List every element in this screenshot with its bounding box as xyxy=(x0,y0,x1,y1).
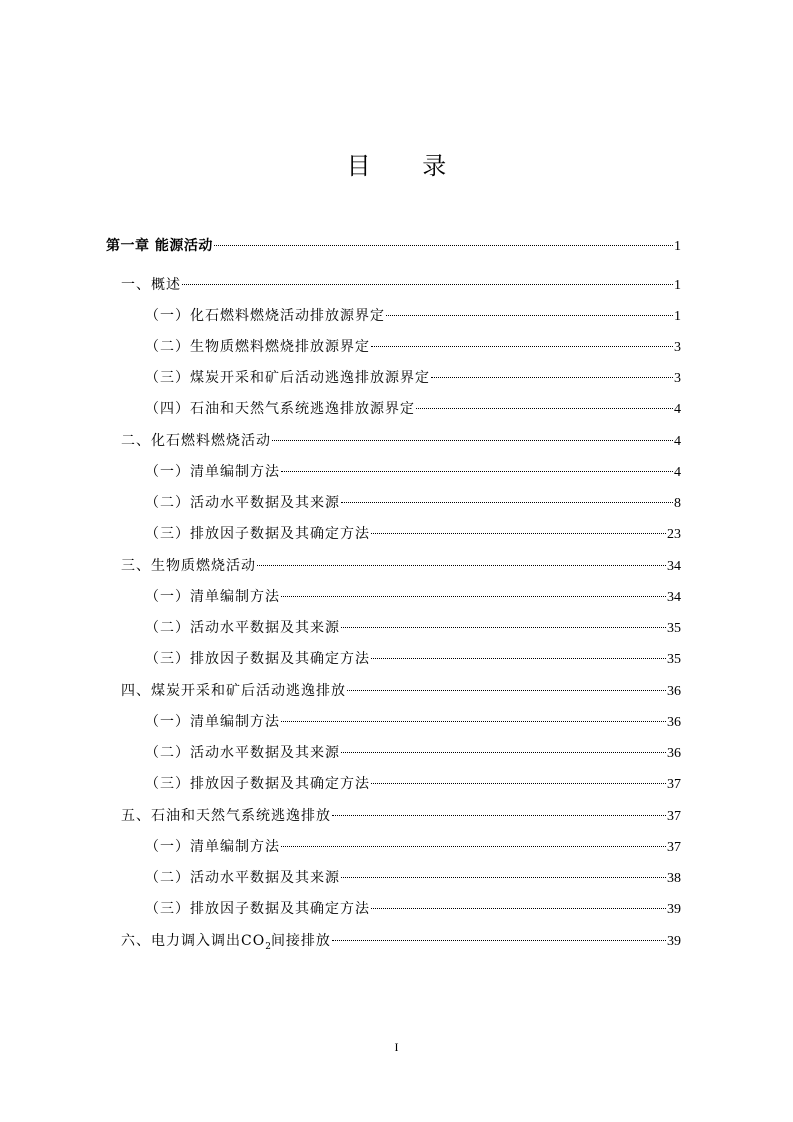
toc-label: （三）排放因子数据及其确定方法 xyxy=(145,901,370,917)
toc-label: 二、化石燃料燃烧活动 xyxy=(121,433,271,449)
toc-label: （三）排放因子数据及其确定方法 xyxy=(145,526,370,542)
toc-label: 第一章 能源活动 xyxy=(106,238,213,254)
toc-label: 四、煤炭开采和矿后活动逃逸排放 xyxy=(121,683,346,699)
leader-dots xyxy=(281,846,666,847)
toc-entry[interactable] xyxy=(145,522,681,546)
leader-dots xyxy=(214,245,673,246)
leader-dots xyxy=(371,658,666,659)
leader-dots xyxy=(347,690,666,691)
toc-entry[interactable] xyxy=(145,772,681,796)
toc-label: （一）清单编制方法 xyxy=(145,464,280,480)
toc-page: 1 xyxy=(674,278,681,293)
toc-label: （二）活动水平数据及其来源 xyxy=(145,870,340,886)
toc-page: 1 xyxy=(674,239,681,254)
toc-label: 三、生物质燃烧活动 xyxy=(121,558,256,574)
toc-label: （一）清单编制方法 xyxy=(145,839,280,855)
toc-page: 1 xyxy=(674,309,681,324)
toc-entry[interactable] xyxy=(145,335,681,359)
leader-dots xyxy=(416,408,673,409)
leader-dots xyxy=(332,940,666,941)
toc-page: 4 xyxy=(674,434,681,449)
leader-dots xyxy=(182,284,673,285)
leader-dots xyxy=(431,377,673,378)
toc-label: （三）排放因子数据及其确定方法 xyxy=(145,651,370,667)
leader-dots xyxy=(371,533,666,534)
toc-page: 37 xyxy=(667,840,681,855)
toc-page: 37 xyxy=(667,809,681,824)
leader-dots xyxy=(281,596,666,597)
toc-page: 35 xyxy=(667,652,681,667)
leader-dots xyxy=(371,908,666,909)
toc-entry[interactable] xyxy=(145,366,681,390)
toc-entry[interactable] xyxy=(145,710,681,734)
toc-page: 36 xyxy=(667,746,681,761)
toc-label: 五、石油和天然气系统逃逸排放 xyxy=(121,808,331,824)
toc-page: 35 xyxy=(667,621,681,636)
toc-entry[interactable] xyxy=(145,866,681,890)
toc-label: 一、概述 xyxy=(121,277,181,293)
leader-dots xyxy=(371,346,673,347)
toc-page: 34 xyxy=(667,559,681,574)
toc-label-prefix: 六、电力调入调出CO xyxy=(121,933,266,949)
toc-label: （四）石油和天然气系统逃逸排放源界定 xyxy=(145,401,415,417)
toc-label: （一）清单编制方法 xyxy=(145,589,280,605)
toc-entry[interactable] xyxy=(145,616,681,640)
toc-page: 37 xyxy=(667,777,681,792)
leader-dots xyxy=(341,752,666,753)
leader-dots xyxy=(341,627,666,628)
toc-label: （二）活动水平数据及其来源 xyxy=(145,495,340,511)
toc-page: 39 xyxy=(667,902,681,917)
toc-page: 36 xyxy=(667,715,681,730)
toc-label: （二）生物质燃料燃烧排放源界定 xyxy=(145,339,370,355)
toc-page: 4 xyxy=(674,465,681,480)
leader-dots xyxy=(281,471,673,472)
toc-page: 34 xyxy=(667,590,681,605)
leader-dots xyxy=(341,502,673,503)
toc-label: （一）化石燃料燃烧活动排放源界定 xyxy=(145,308,385,324)
toc-page: 3 xyxy=(674,371,681,386)
toc-entry[interactable] xyxy=(145,741,681,765)
toc-entry[interactable] xyxy=(145,460,681,484)
toc-entry[interactable] xyxy=(121,429,681,453)
toc-entry[interactable] xyxy=(145,397,681,421)
toc-entry[interactable] xyxy=(145,491,681,515)
toc-entry[interactable] xyxy=(145,647,681,671)
toc-label: （一）清单编制方法 xyxy=(145,714,280,730)
toc-label: （三）煤炭开采和矿后活动逃逸排放源界定 xyxy=(145,370,430,386)
toc-entry-chapter-1[interactable] xyxy=(106,234,681,258)
toc-page: 23 xyxy=(667,527,681,542)
leader-dots xyxy=(371,783,666,784)
leader-dots xyxy=(332,815,666,816)
leader-dots xyxy=(341,877,666,878)
toc-entry[interactable] xyxy=(145,585,681,609)
toc-entry[interactable] xyxy=(145,835,681,859)
toc-label: （二）活动水平数据及其来源 xyxy=(145,620,340,636)
toc-label xyxy=(121,929,331,959)
page-title: 目 录 xyxy=(346,152,469,180)
toc-entry[interactable] xyxy=(121,929,681,953)
toc-label-subscript: 2 xyxy=(265,941,271,952)
toc-entry[interactable] xyxy=(121,679,681,703)
toc-label-suffix: 间接排放 xyxy=(270,933,331,949)
toc-page: 3 xyxy=(674,340,681,355)
leader-dots xyxy=(272,440,673,441)
toc-page: 8 xyxy=(674,496,681,511)
toc-entry[interactable] xyxy=(121,554,681,578)
toc-label: （二）活动水平数据及其来源 xyxy=(145,745,340,761)
toc-entry[interactable] xyxy=(121,273,681,297)
toc-page: 36 xyxy=(667,684,681,699)
toc-page: 4 xyxy=(674,402,681,417)
page-number-footer: I xyxy=(394,1040,399,1054)
toc-page: 39 xyxy=(667,934,681,949)
toc-entry[interactable] xyxy=(145,897,681,921)
toc-label: （三）排放因子数据及其确定方法 xyxy=(145,776,370,792)
toc-entry[interactable] xyxy=(145,304,681,328)
leader-dots xyxy=(257,565,666,566)
leader-dots xyxy=(386,315,673,316)
toc-page: 38 xyxy=(667,871,681,886)
toc-entry[interactable] xyxy=(121,804,681,828)
leader-dots xyxy=(281,721,666,722)
